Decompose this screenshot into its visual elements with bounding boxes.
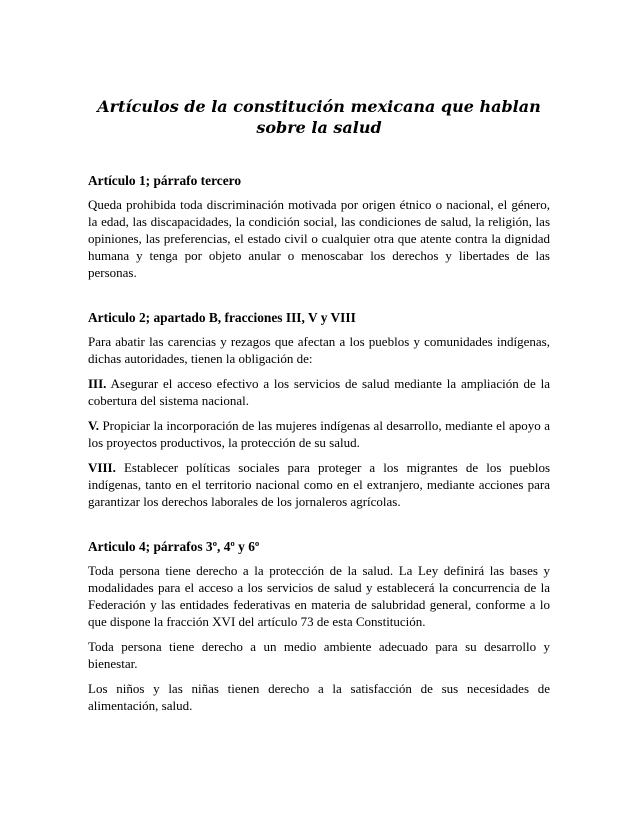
section-articulo-2 <box>88 309 550 510</box>
paragraph-text: Toda persona tiene derecho a un medio ambiente adecuado para su desarrollo y bienestar. <box>88 639 550 671</box>
paragraph <box>88 562 550 630</box>
paragraph-text: Propiciar la incorporación de las mujeres indígenas al desarrollo, mediante el apoyo a los proyectos productivos, la protección de su salud. <box>88 418 551 450</box>
paragraph-text: Para abatir las carencias y rezagos que afectan a los pueblos y comunidades indígenas, dichas autoridades, tienen la obligación de: <box>88 334 550 366</box>
paragraph <box>88 333 550 367</box>
paragraph <box>88 196 550 281</box>
paragraph <box>88 680 550 714</box>
fraction-paragraph <box>88 375 550 409</box>
paragraph-text: Asegurar el acceso efectivo a los servicios de salud mediante la ampliación de la cobertura del sistema nacional. <box>88 376 550 408</box>
section-articulo-1 <box>88 172 550 281</box>
document-title: Artículos de la constitución mexicana que hablan sobre la salud <box>97 97 541 137</box>
section-heading: Artículo 1; párrafo tercero <box>88 173 242 188</box>
fraction-label: VIII. <box>88 460 116 475</box>
section-heading: Articulo 2; apartado B, fracciones III, V y VIII <box>88 310 356 325</box>
paragraph-text: Los niños y las niñas tienen derecho a la satisfacción de sus necesidades de alimentación, salud. <box>88 681 550 713</box>
paragraph-text: Establecer políticas sociales para proteger a los migrantes de los pueblos indígenas, tanto en el territorio nacional como en el extranjero, mediante acciones para garantizar los derechos laborales de los jornaleros agrícolas. <box>88 460 551 509</box>
fraction-paragraph <box>88 417 550 451</box>
paragraph-text: Queda prohibida toda discriminación motivada por origen étnico o nacional, el género, la edad, las discapacidades, la condición social, las condiciones de salud, la religión, las opiniones, las preferencias, el estado civil o cualquier otra que atente contra la dignidad humana y tenga por objeto anular o menoscabar los derechos y libertades de las personas. <box>88 197 550 280</box>
fraction-label: III. <box>88 376 107 391</box>
paragraph <box>88 638 550 672</box>
section-articulo-4 <box>88 538 550 714</box>
document-page <box>88 96 550 742</box>
fraction-paragraph <box>88 459 550 510</box>
section-heading: Articulo 4; párrafos 3º, 4º y 6º <box>88 539 260 554</box>
fraction-label: V. <box>88 418 99 433</box>
paragraph-text: Toda persona tiene derecho a la protección de la salud. La Ley definirá las bases y modalidades para el acceso a los servicios de salud y establecerá la concurrencia de la Federación y las entidades federativas en materia de salubridad general, conforme a lo que dispone la fracción XVI del artículo 73 de esta Constitución. <box>88 563 550 629</box>
